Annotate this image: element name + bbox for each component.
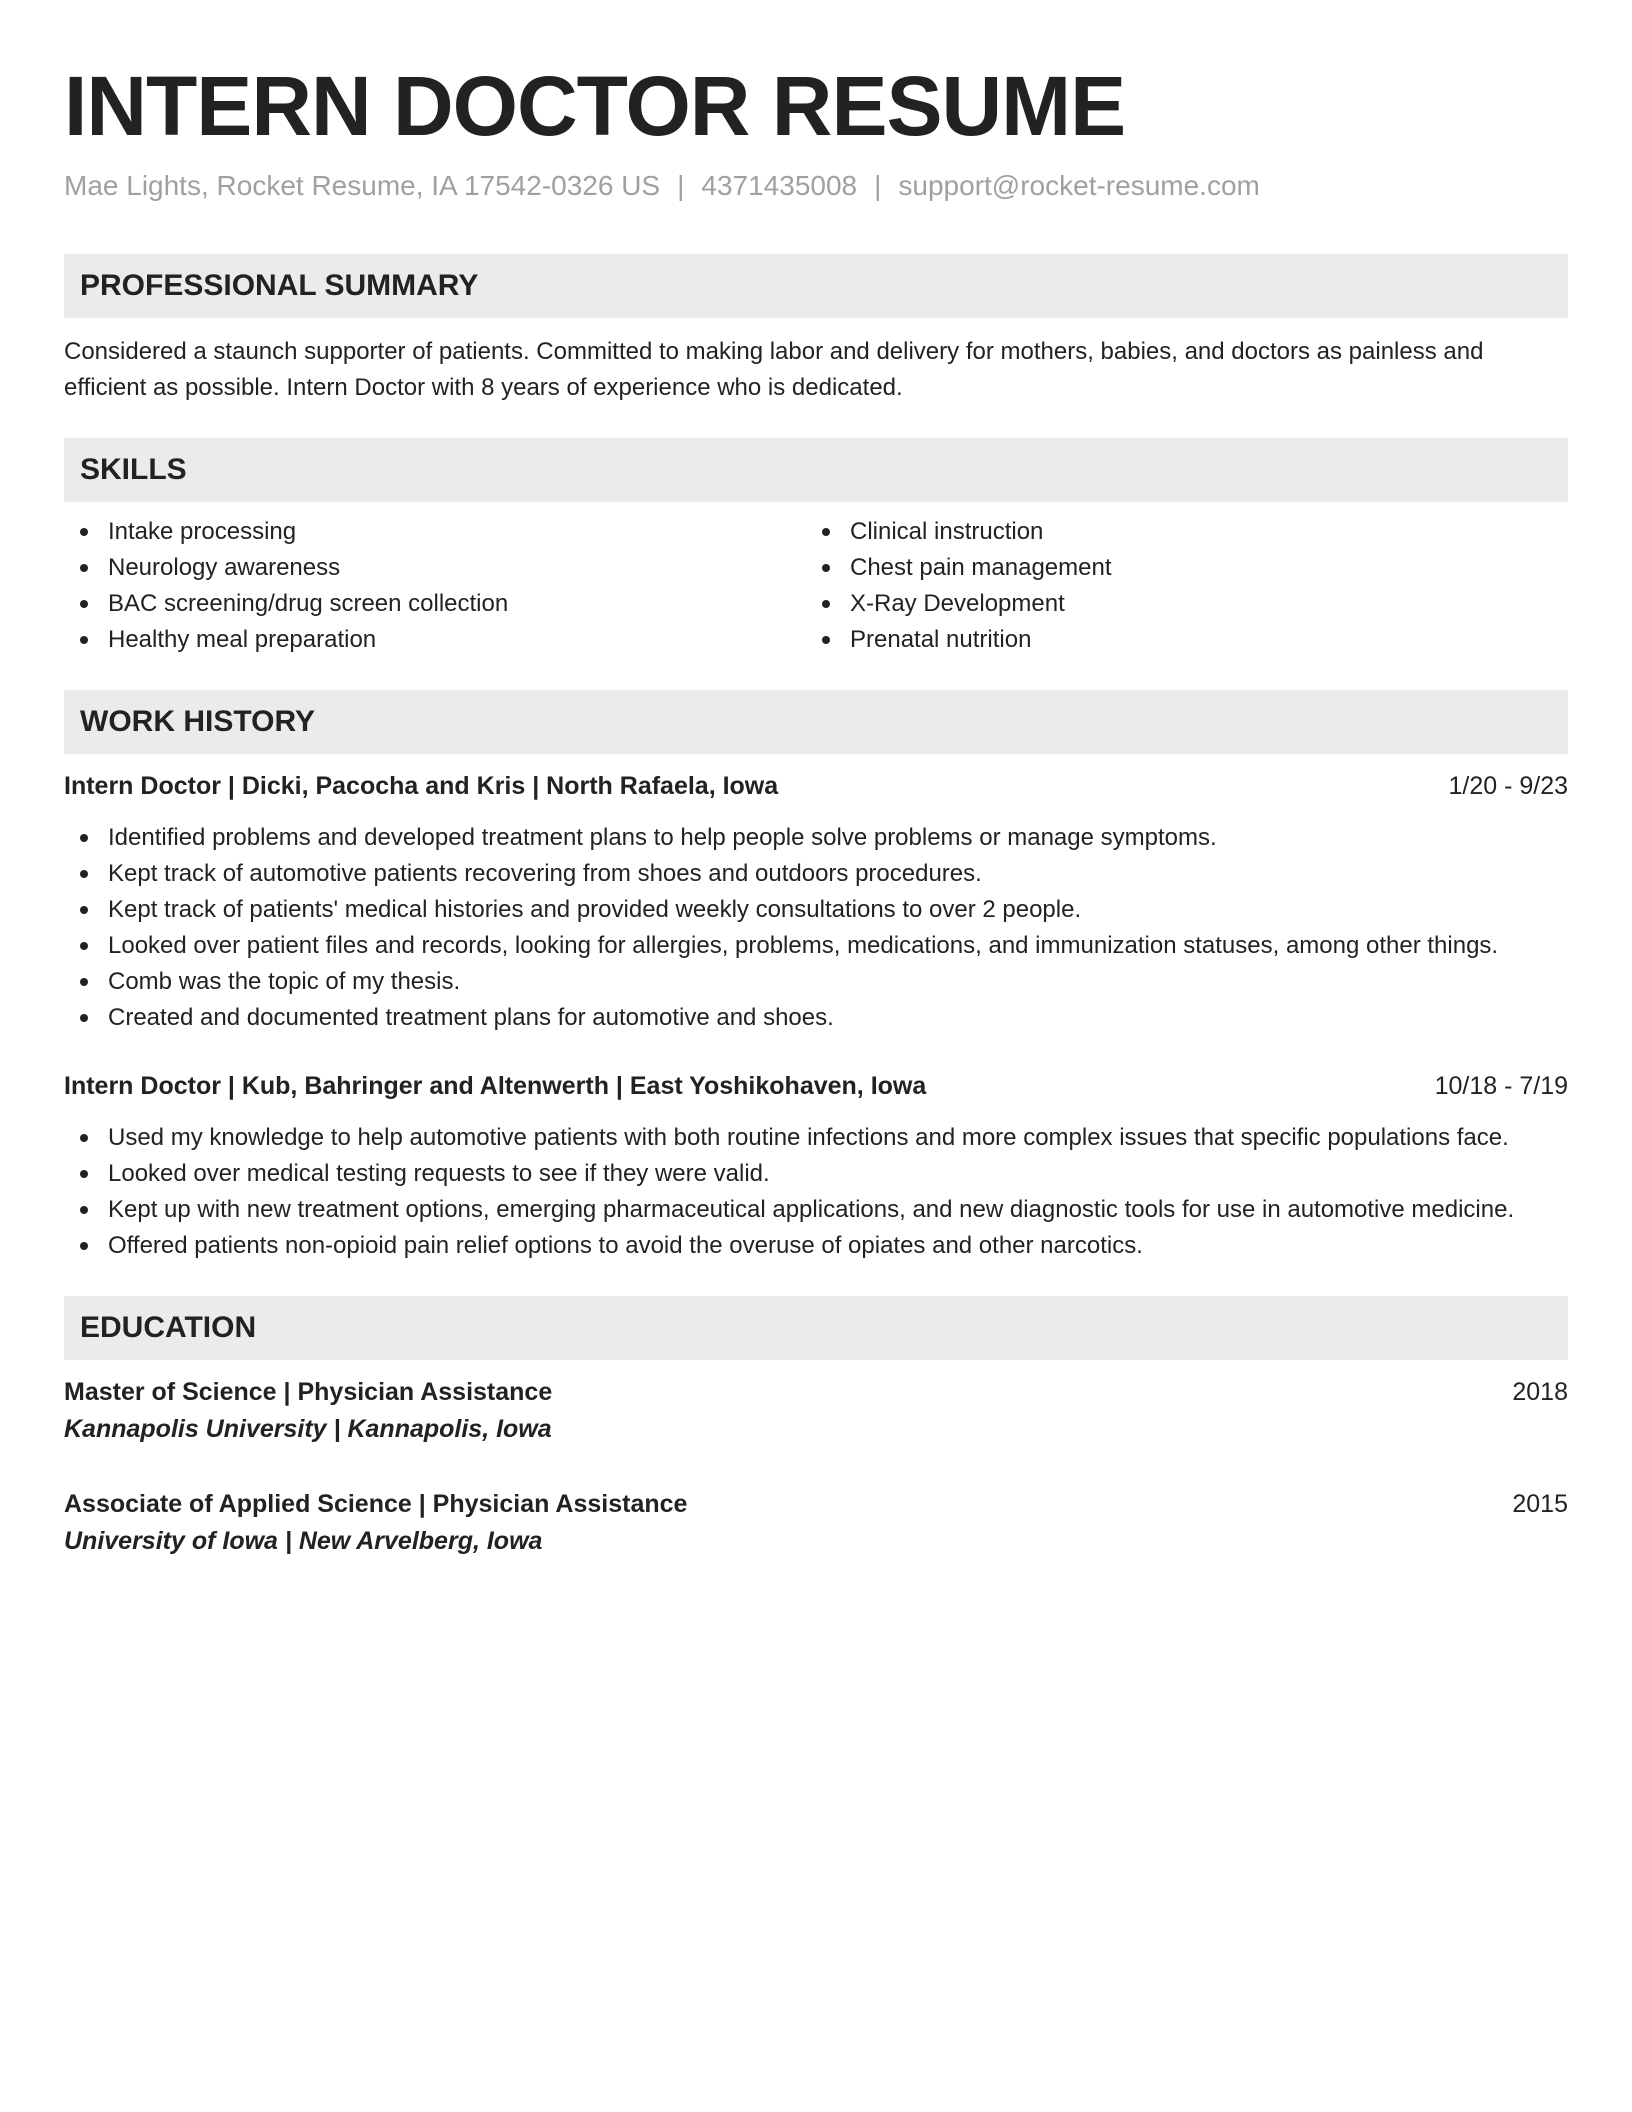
job-bullet: Created and documented treatment plans for automotive and shoes. xyxy=(64,1000,1568,1036)
job-bullet: Kept track of patients' medical histories and provided weekly consultations to over 2 people. xyxy=(64,892,1568,928)
contact-separator: | xyxy=(874,170,882,201)
skill-item: Prenatal nutrition xyxy=(806,622,1548,658)
job-bullet: Used my knowledge to help automotive patients with both routine infections and more complex issues that specific populations face. xyxy=(64,1120,1568,1156)
skill-item: Clinical instruction xyxy=(806,514,1548,550)
job-header xyxy=(64,1068,1568,1104)
job-bullets xyxy=(64,1120,1568,1264)
skill-item: Neurology awareness xyxy=(64,550,806,586)
education-school: Kannapolis University | Kannapolis, Iowa xyxy=(64,1415,552,1443)
education-school: University of Iowa | New Arvelberg, Iowa xyxy=(64,1527,543,1555)
education-year: 2015 xyxy=(1512,1490,1568,1518)
job-entry xyxy=(64,1068,1568,1264)
section-heading-summary: PROFESSIONAL SUMMARY xyxy=(64,254,1568,318)
contact-separator: | xyxy=(677,170,685,201)
job-title: Intern Doctor | Kub, Bahringer and Altenwerth | East Yoshikohaven, Iowa xyxy=(64,1072,927,1100)
job-entry xyxy=(64,768,1568,1036)
education-entry xyxy=(64,1374,1568,1448)
job-dates: 10/18 - 7/19 xyxy=(1434,1072,1568,1100)
job-bullets xyxy=(64,820,1568,1036)
skills-column-right xyxy=(806,514,1548,658)
education-year: 2018 xyxy=(1512,1378,1568,1406)
skills-list xyxy=(64,514,1568,658)
education-entry xyxy=(64,1486,1568,1560)
job-bullet: Offered patients non-opioid pain relief options to avoid the overuse of opiates and other narcotics. xyxy=(64,1228,1568,1264)
contact-line xyxy=(64,168,1568,204)
job-bullet: Looked over patient files and records, looking for allergies, problems, medications, and immunization statuses, among other things. xyxy=(64,928,1568,964)
job-bullet: Looked over medical testing requests to see if they were valid. xyxy=(64,1156,1568,1192)
summary-text: Considered a staunch supporter of patients. Committed to making labor and delivery for mothers, babies, and doctors as painless and efficient as possible. Intern Doctor with 8 years of experience who is dedicated. xyxy=(64,338,1484,401)
job-bullet: Identified problems and developed treatment plans to help people solve problems or manage symptoms. xyxy=(64,820,1568,856)
skill-item: Chest pain management xyxy=(806,550,1548,586)
skill-item: BAC screening/drug screen collection xyxy=(64,586,806,622)
education-degree: Master of Science | Physician Assistance xyxy=(64,1378,553,1406)
section-heading-skills: SKILLS xyxy=(64,438,1568,502)
job-bullet: Kept track of automotive patients recovering from shoes and outdoors procedures. xyxy=(64,856,1568,892)
resume-page xyxy=(64,0,1568,1560)
skills-column-left xyxy=(64,514,806,658)
skill-item: Intake processing xyxy=(64,514,806,550)
skill-item: X-Ray Development xyxy=(806,586,1548,622)
skill-item: Healthy meal preparation xyxy=(64,622,806,658)
section-heading-work-history: WORK HISTORY xyxy=(64,690,1568,754)
resume-title: INTERN DOCTOR RESUME xyxy=(64,59,1126,153)
job-title: Intern Doctor | Dicki, Pacocha and Kris | North Rafaela, Iowa xyxy=(64,772,779,800)
education-degree: Associate of Applied Science | Physician Assistance xyxy=(64,1490,688,1518)
contact-phone: 4371435008 xyxy=(701,170,858,201)
education-header xyxy=(64,1486,1568,1522)
job-bullet: Comb was the topic of my thesis. xyxy=(64,964,1568,1000)
contact-email: support@rocket-resume.com xyxy=(898,170,1260,201)
job-bullet: Kept up with new treatment options, emerging pharmaceutical applications, and new diagnostic tools for use in automotive medicine. xyxy=(64,1192,1568,1228)
job-dates: 1/20 - 9/23 xyxy=(1448,772,1568,800)
job-header xyxy=(64,768,1568,804)
contact-address: Mae Lights, Rocket Resume, IA 17542-0326 US xyxy=(64,170,661,201)
education-header xyxy=(64,1374,1568,1410)
section-heading-education: EDUCATION xyxy=(64,1296,1568,1360)
